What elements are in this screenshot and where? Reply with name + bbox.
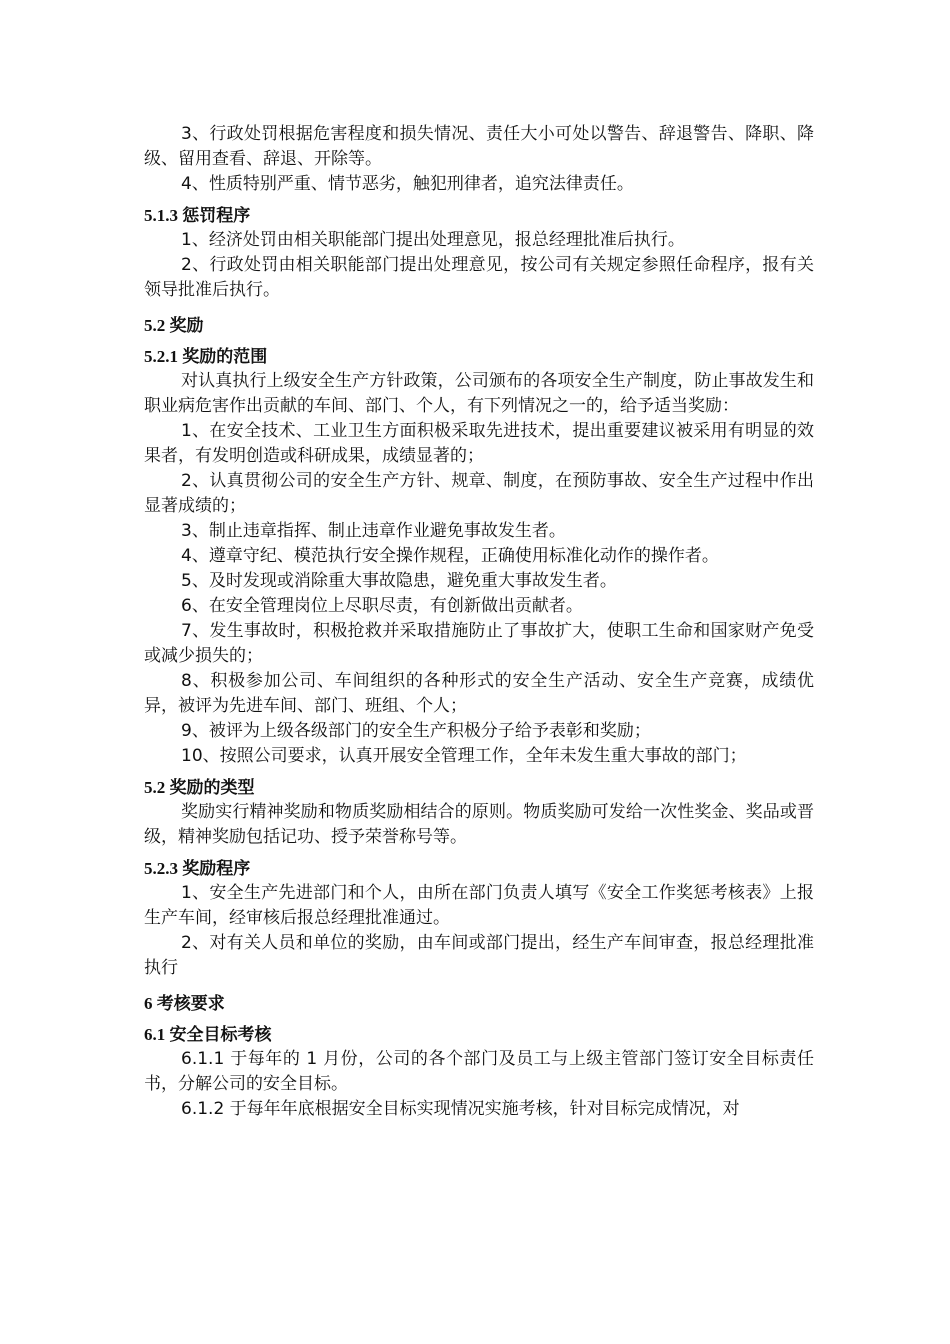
section-heading: 5.2 奖励 [144,316,204,335]
section-heading: 5.2.1 奖励的范围 [144,347,268,366]
list-item: 7、发生事故时，积极抢救并采取措施防止了事故扩大，使职工生命和国家财产免受或减少损失的； [144,621,814,666]
document-page [144,122,814,1122]
list-item: 1、在安全技术、工业卫生方面积极采取先进技术，提出重要建议被采用有明显的效果者，有发明创造或科研成果，成绩显著的； [144,421,814,466]
paragraph: 4、性质特别严重、情节恶劣，触犯刑律者，追究法律责任。 [181,174,634,194]
list-item: 8、积极参加公司、车间组织的各种形式的安全生产活动、安全生产竞赛，成绩优异，被评为先进车间、部门、班组、个人； [144,671,814,716]
section-heading: 5.1.3 惩罚程序 [144,206,251,225]
paragraph: 1、安全生产先进部门和个人，由所在部门负责人填写《安全工作奖惩考核表》上报生产车间，经审核后报总经理批准通过。 [144,883,814,928]
section-heading: 5.2.3 奖励程序 [144,859,251,878]
list-item: 4、遵章守纪、模范执行安全操作规程，正确使用标准化动作的操作者。 [181,546,719,566]
paragraph: 3、行政处罚根据危害程度和损失情况、责任大小可处以警告、辞退警告、降职、降级、留用查看、辞退、开除等。 [144,124,814,169]
section-heading: 6 考核要求 [144,994,225,1013]
list-item: 3、制止违章指挥、制止违章作业避免事故发生者。 [181,521,566,541]
list-item: 6、在安全管理岗位上尽职尽责，有创新做出贡献者。 [181,596,583,616]
paragraph: 6.1.1 于每年的 1 月份，公司的各个部门及员工与上级主管部门签订安全目标责任书，分解公司的安全目标。 [144,1049,814,1094]
section-heading: 5.2 奖励的类型 [144,778,255,797]
list-item: 9、被评为上级各级部门的安全生产积极分子给予表彰和奖励； [181,721,651,741]
list-item: 5、及时发现或消除重大事故隐患，避免重大事故发生者。 [181,571,617,591]
paragraph: 对认真执行上级安全生产方针政策，公司颁布的各项安全生产制度，防止事故发生和职业病危害作出贡献的车间、部门、个人，有下列情况之一的，给予适当奖励： [144,371,814,416]
list-item: 10、按照公司要求，认真开展安全管理工作，全年未发生重大事故的部门； [181,746,747,766]
paragraph: 1、经济处罚由相关职能部门提出处理意见，报总经理批准后执行。 [181,230,685,250]
paragraph: 2、行政处罚由相关职能部门提出处理意见，按公司有关规定参照任命程序，报有关领导批准后执行。 [144,255,814,300]
paragraph: 6.1.2 于每年年底根据安全目标实现情况实施考核，针对目标完成情况，对 [181,1099,740,1119]
list-item: 2、认真贯彻公司的安全生产方针、规章、制度，在预防事故、安全生产过程中作出显著成绩的； [144,471,814,516]
paragraph: 2、对有关人员和单位的奖励，由车间或部门提出，经生产车间审查，报总经理批准执行 [144,933,814,978]
section-heading: 6.1 安全目标考核 [144,1025,272,1044]
paragraph: 奖励实行精神奖励和物质奖励相结合的原则。物质奖励可发给一次性奖金、奖品或晋级，精神奖励包括记功、授予荣誉称号等。 [144,802,814,847]
